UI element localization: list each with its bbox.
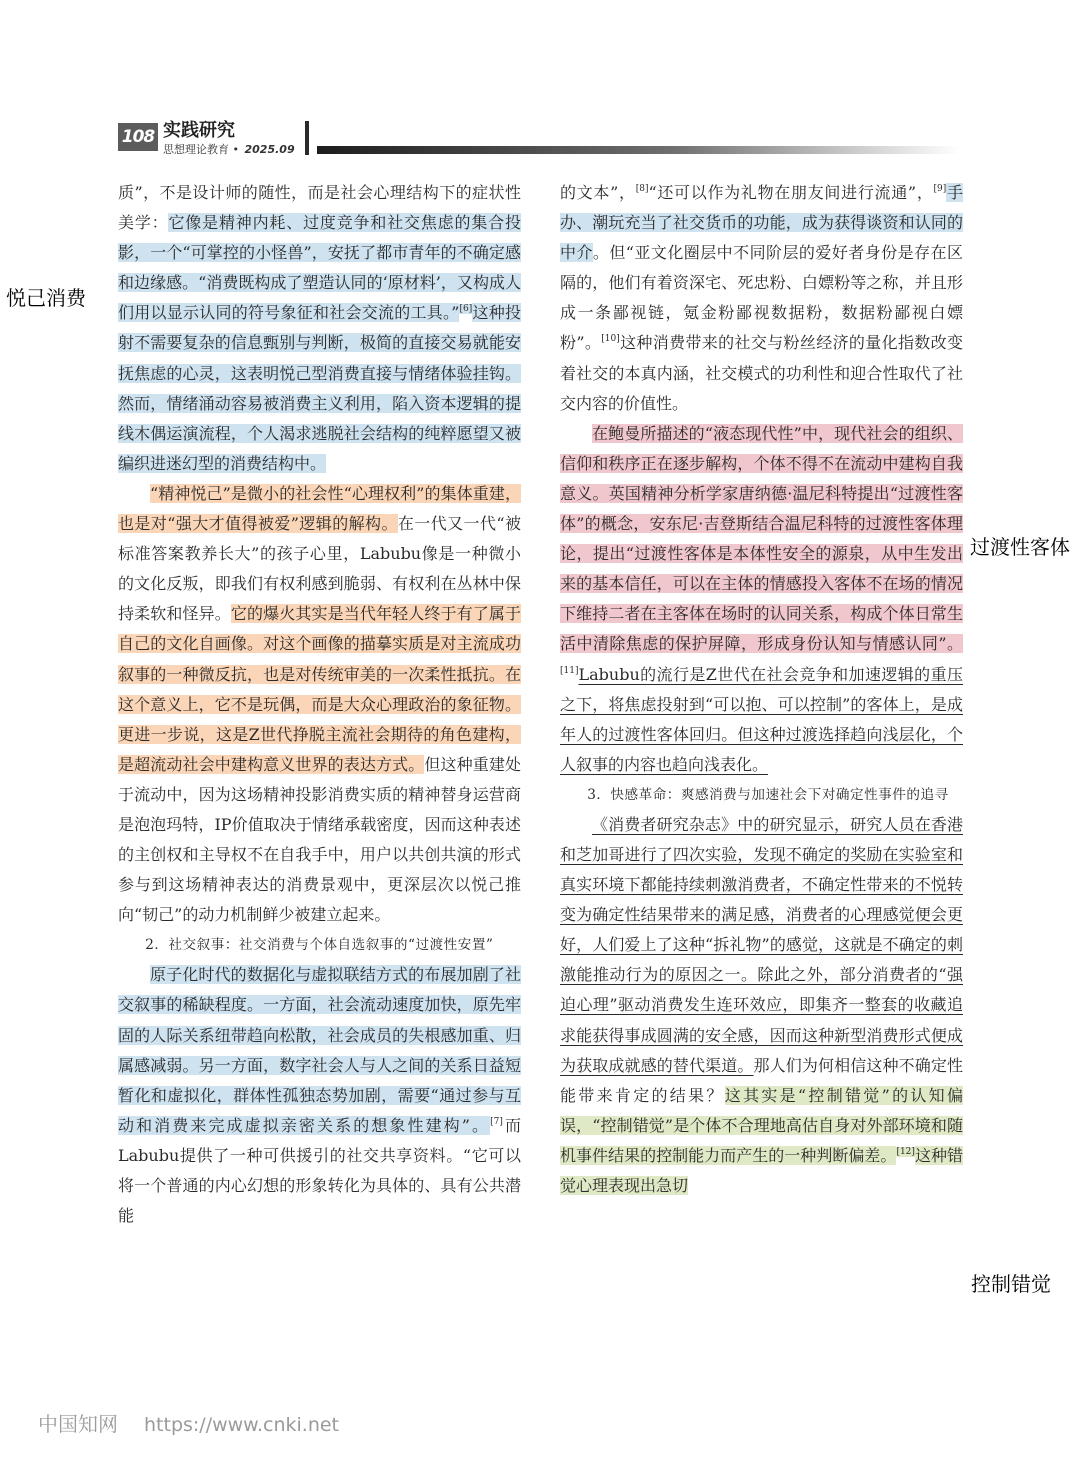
subheading: 3．快感革命：爽感消费与加速社会下对确定性事件的追寻 — [587, 786, 949, 803]
citation: [11] — [560, 665, 579, 676]
header-divider — [305, 121, 309, 155]
header-rule — [317, 146, 960, 154]
annotation-pleasing-self: 悦己消费 — [6, 286, 86, 310]
annotation-transitional-object: 过渡性客体 — [970, 535, 1070, 559]
citation: [12] — [896, 1146, 915, 1157]
highlight-pink: 在鲍曼所描述的“液态现代性”中，现代社会的组织、信仰和秩序正在逐步解构，个体不得不在流动中建构自我意义。英国精神分析学家唐纳德·温尼科特提出“过渡性客体”的概念，安东尼·吉登斯结合温尼科特的过渡性客体理论，提出“过渡性客体是本体性安全的源泉，从中生发出来的基本信任，可以在主体的情感投入客体不在场的情况下维持二者在主客体在场时的认同关系，构成个体日常生活中清除焦虑的保护屏障，形成身份认知与情感认同”。 — [560, 423, 963, 654]
text-run: “还可以作为礼物在朋友间进行流通”， — [648, 183, 934, 202]
citation: [7] — [490, 1116, 503, 1127]
paragraph — [560, 810, 963, 1201]
highlight-blue: 它像是精神内耗、过度竞争和社交焦虑的集合投影，一个“可掌控的小怪兽”，安抚了都市青年的不确定感和边缘感。“消费既构成了塑造认同的‘原材料’，又构成人们用以显示认同的符号象征和社会交流的工具。” — [118, 213, 521, 323]
subheading: 2．社交叙事：社交消费与个体自选叙事的“过渡性安置” — [145, 937, 494, 954]
issue-date: 2025.09 — [244, 143, 295, 156]
highlight-orange: “精神悦己”是微小的社会性“心理权利”的集体重建，也是对“强大才值得被爱”逻辑的解构。 — [118, 483, 521, 534]
watermark-url: https://www.cnki.net — [144, 1414, 340, 1436]
text-run: 的文本”， — [560, 183, 636, 202]
text-run: 但这种重建处于流动中，因为这场精神投影消费实质的精神替身运营商是泡泡玛特，IP价值取决于情绪承载密度，因而这种表述的主创权和主导权不在自我手中，用户以共创共演的形式参与到这场精神表达的消费景观中，更深层次以悦己推向“韧己”的动力机制鲜少被建立起来。 — [118, 754, 521, 925]
annotation-illusion-of-control: 控制错觉 — [971, 1272, 1051, 1296]
citation: [10] — [601, 334, 620, 345]
text-run: 在一代又一代“被标准答案教养长大”的孩子心里，Labubu像是一种微小的文化反叛，即我们有权利感到脆弱、有权利在丛林中保持柔软和怪异。 — [118, 514, 521, 624]
highlight-green: 这其实是“控制错觉”的认知偏误，“控制错觉”是个体不合理地高估自身对外部环境和随机事件结果的控制能力而产生的一种判断偏差。 — [560, 1085, 963, 1165]
text-run: 这种消费带来的社交与粉丝经济的量化指数改变着社交的本真内涵，社交模式的功利性和迎合性取代了社交内容的价值性。 — [560, 333, 963, 413]
highlight-orange: 它的爆火其实是当代年轻人终于有了属于自己的文化自画像。对这个画像的描摹实质是对主流成功叙事的一种微反抗，也是对传统审美的一次柔性抵抗。在这个意义上，它不是玩偶，而是大众心理政治的象征物。更进一步说，这是Z世代挣脱主流社会期待的角色建构，是超流动社会中建构意义世界的表达方式。 — [118, 604, 521, 774]
highlight-blue: 原子化时代的数据化与虚拟联结方式的布展加剧了社交叙事的稀缺程度。一方面，社会流动速度加快，原先牢固的人际关系纽带趋向松散，社会成员的失根感加重、归属感减弱。另一方面，数字社会人与人之间的关系日益短暂化和虚拟化，群体性孤独态势加剧，需要“通过参与互动和消费来完成虚拟亲密关系的想象性建构”。 — [118, 965, 521, 1135]
highlight-green: 这种错觉心理表现出急切 — [560, 1145, 963, 1195]
text-run: 。但“亚文化圈层中不同阶层的爱好者身份是存在区隔的，他们有着资深宅、死忠粉、白嫖粉等之称，并且形成一条鄙视链，氪金粉鄙视数据粉，数据粉鄙视白嫖粉”。 — [560, 243, 963, 353]
journal-info — [163, 141, 295, 157]
paragraph — [118, 960, 521, 1231]
page-number: 108 — [118, 123, 158, 151]
paragraph — [118, 178, 521, 479]
highlight-blue: 这种投射不需要复杂的信息甄别与判断，极简的直接交易就能安抚焦虑的心灵，这表明悦己型消费直接与情绪体验挂钩。然而，情绪涌动容易被消费主义利用，陷入资本逻辑的提线木偶运演流程，个人渴求逃脱社会结构的纯粹愿望又被编织进迷幻型的消费结构中。 — [118, 303, 521, 473]
cnki-watermark — [38, 1408, 339, 1437]
text-run: 那人们为何相信这种不确定性能带来肯定的结果？ — [560, 1055, 963, 1105]
text-run: 而Labubu提供了一种可供援引的社交共享资料。“它可以将一个普通的内心幻想的形象转化为具体的、具有公共潜能 — [118, 1115, 521, 1226]
right-column — [560, 178, 963, 1201]
underlined-text: Labubu的流行是Z世代在社会竞争和加速逻辑的重压之下，将焦虑投射到“可以抱、可以控制”的客体上，是成年人的过渡性客体回归。但这种过渡选择趋向浅层化，个人叙事的内容也趋向浅表化。 — [560, 664, 963, 774]
highlight-blue: 手办、潮玩充当了社交货币的功能，成为获得谈资和认同的中介 — [560, 183, 963, 263]
journal-name: 思想理论教育 • — [163, 143, 239, 156]
citation: [6] — [459, 304, 473, 315]
text-run: 质”，不是设计师的随性，而是社会心理结构下的症状性美学： — [118, 183, 521, 233]
underlined-text: 《消费者研究杂志》中的研究显示，研究人员在香港和芝加哥进行了四次实验，发现不确定的奖励在实验室和真实环境下都能持续刺激消费者，不确定性带来的不悦转变为确定性结果带来的满足感，消费者的心理感觉便会更好，人们爱上了这种“拆礼物”的感觉，这就是不确定的刺激能推动行为的原因之一。除此之外，部分消费者的“强迫心理”驱动消费发生连环效应，即集齐一整套的收藏追求能获得事成圆满的安全感，因而这种新型消费形式便成为获取成就感的替代渠道。 — [560, 814, 963, 1075]
section-title: 实践研究 — [163, 120, 235, 141]
watermark-name: 中国知网 — [38, 1412, 118, 1436]
citation: [9] — [933, 184, 947, 194]
paragraph — [118, 479, 521, 930]
left-column — [118, 178, 521, 1231]
citation: [8] — [635, 184, 649, 194]
paragraph — [560, 178, 963, 419]
paragraph — [560, 419, 963, 780]
